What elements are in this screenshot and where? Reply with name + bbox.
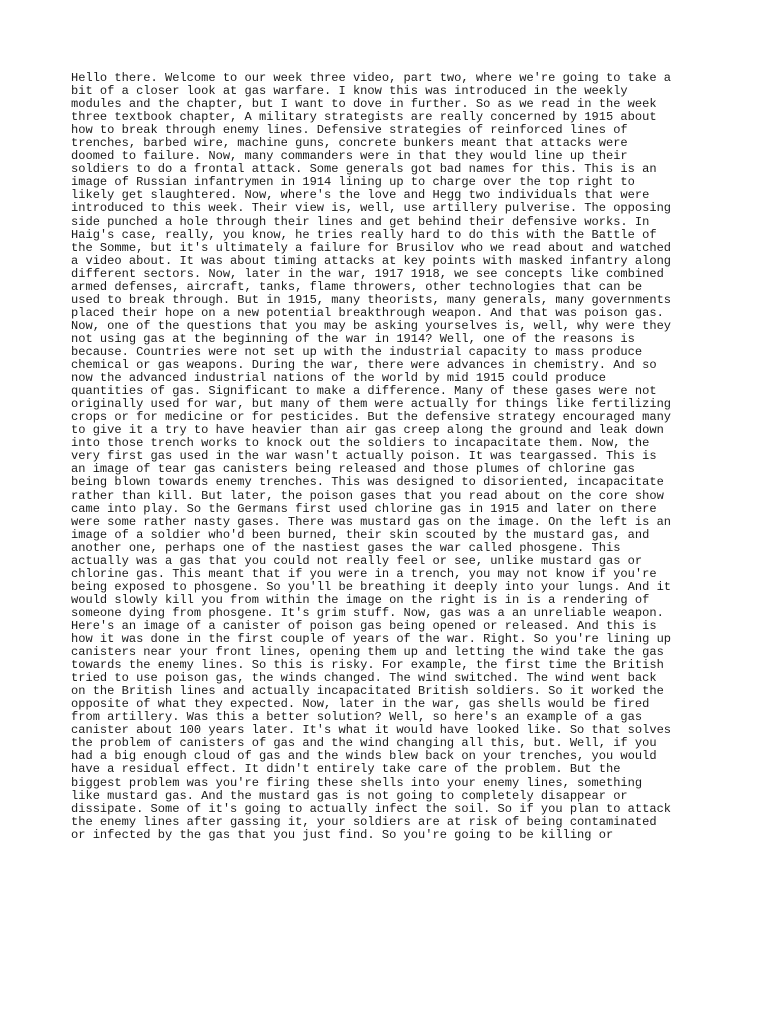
transcript-line: armed defenses, aircraft, tanks, flame throwers, other technologies that can be — [71, 279, 643, 294]
transcript-body — [71, 72, 711, 842]
transcript-line: rather than kill. But later, the poison gases that you read about on the core show — [71, 488, 664, 503]
transcript-line: the Somme, but it's ultimately a failure for Brusilov who we read about and watched — [71, 240, 672, 255]
transcript-line: different sectors. Now, later in the war, 1917 1918, we see concepts like combined — [71, 266, 664, 281]
transcript-line: to give it a try to have heavier than air gas creep along the ground and leak down — [71, 423, 664, 438]
transcript-line: how to break through enemy lines. Defensive strategies of reinforced lines of — [71, 123, 628, 138]
transcript-line: an image of tear gas canisters being released and those plumes of chlorine gas — [71, 462, 635, 477]
transcript-line: bit of a closer look at gas warfare. I know this was introduced in the weekly — [71, 84, 628, 99]
transcript-line: very first gas used in the war wasn't actually poison. It was teargassed. This is — [71, 449, 657, 464]
transcript-line: Hello there. Welcome to our week three video, part two, where we're going to take a — [71, 71, 672, 85]
transcript-line: the problem of canisters of gas and the wind changing all this, but. Well, if you — [71, 736, 657, 751]
transcript-line: dissipate. Some of it's going to actually infect the soil. So if you plan to attack — [71, 801, 672, 816]
transcript-line: used to break through. But in 1915, many theorists, many generals, many governments — [71, 292, 672, 307]
transcript-line: on the British lines and actually incapacitated British soldiers. So it worked the — [71, 684, 664, 699]
transcript-line: chemical or gas weapons. During the war, there were advances in chemistry. And so — [71, 358, 657, 373]
transcript-line: like mustard gas. And the mustard gas is not going to completely disappear or — [71, 788, 628, 803]
transcript-line: image of a soldier who'd been burned, their skin scouted by the mustard gas, and — [71, 527, 650, 542]
transcript-line: soldiers to do a frontal attack. Some generals got bad names for this. This is an — [71, 162, 657, 177]
transcript-line: chlorine gas. This meant that if you were in a trench, you may not know if you're — [71, 566, 657, 581]
transcript-line: introduced to this week. Their view is, well, use artillery pulverise. The opposing — [71, 201, 672, 216]
transcript-line: towards the enemy lines. So this is risky. For example, the first time the British — [71, 658, 664, 673]
transcript-line: someone dying from phosgene. It's grim stuff. Now, gas was a an unreliable weapon. — [71, 605, 664, 620]
transcript-line: trenches, barbed wire, machine guns, concrete bunkers meant that attacks were — [71, 136, 628, 151]
transcript-line: have a residual effect. It didn't entirely take care of the problem. But the — [71, 762, 621, 777]
transcript-line: into those trench works to knock out the soldiers to incapacitate them. Now, the — [71, 436, 650, 451]
transcript-line: or infected by the gas that you just find. So you're going to be killing or — [71, 827, 614, 842]
transcript-line: now the advanced industrial nations of the world by mid 1915 could produce — [71, 371, 606, 386]
transcript-line: being blown towards enemy trenches. This was designed to disoriented, incapacitate — [71, 475, 664, 490]
transcript-line: image of Russian infantrymen in 1914 lining up to charge over the top right to — [71, 175, 635, 190]
transcript-line: canister about 100 years later. It's what it would have looked like. So that solves — [71, 723, 672, 738]
transcript-line: biggest problem was you're firing these shells into your enemy lines, something — [71, 775, 643, 790]
transcript-line: modules and the chapter, but I want to dove in further. So as we read in the week — [71, 97, 657, 112]
transcript-line: would slowly kill you from within the image on the right is in is a rendering of — [71, 592, 650, 607]
transcript-line: tried to use poison gas, the winds changed. The wind switched. The wind went back — [71, 671, 657, 686]
transcript-line: quantities of gas. Significant to make a difference. Many of these gases were not — [71, 384, 657, 399]
transcript-line: a video about. It was about timing attacks at key points with masked infantry along — [71, 253, 672, 268]
transcript-line: actually was a gas that you could not really feel or see, unlike mustard gas or — [71, 553, 643, 568]
transcript-line: likely get slaughtered. Now, where's the love and Hegg two individuals that were — [71, 188, 650, 203]
transcript-line: another one, perhaps one of the nastiest gases the war called phosgene. This — [71, 540, 621, 555]
transcript-line: the enemy lines after gassing it, your soldiers are at risk of being contaminated — [71, 814, 657, 829]
transcript-line: from artillery. Was this a better solution? Well, so here's an example of a gas — [71, 710, 643, 725]
transcript-line: being exposed to phosgene. So you'll be breathing it deeply into your lungs. And it — [71, 579, 672, 594]
transcript-line: not using gas at the beginning of the war in 1914? Well, one of the reasons is — [71, 331, 635, 346]
transcript-line: three textbook chapter, A military strategists are really concerned by 1915 about — [71, 110, 657, 125]
transcript-line: were some rather nasty gases. There was mustard gas on the image. On the left is an — [71, 514, 672, 529]
transcript-line: had a big enough cloud of gas and the winds blew back on your trenches, you would — [71, 749, 657, 764]
transcript-line: because. Countries were not set up with the industrial capacity to mass produce — [71, 344, 643, 359]
transcript-line: Now, one of the questions that you may be asking yourselves is, well, why were they — [71, 318, 672, 333]
transcript-line: canisters near your front lines, opening them up and letting the wind take the gas — [71, 645, 664, 660]
transcript-line: opposite of what they expected. Now, later in the war, gas shells would be fired — [71, 697, 650, 712]
transcript-line: side punched a hole through their lines and get behind their defensive works. In — [71, 214, 650, 229]
transcript-line: placed their hope on a new potential breakthrough weapon. And that was poison gas. — [71, 305, 664, 320]
transcript-line: Haig's case, really, you know, he tries really hard to do this with the Battle of — [71, 227, 657, 242]
transcript-line: originally used for war, but many of them were actually for things like fertilizing — [71, 397, 672, 412]
transcript-line: came into play. So the Germans first used chlorine gas in 1915 and later on there — [71, 501, 657, 516]
transcript-line: Here's an image of a canister of poison gas being opened or released. And this is — [71, 618, 657, 633]
transcript-line: crops or for medicine or for pesticides. But the defensive strategy encouraged many — [71, 410, 672, 425]
transcript-line: how it was done in the first couple of years of the war. Right. So you're lining up — [71, 632, 672, 647]
transcript-line: doomed to failure. Now, many commanders were in that they would line up their — [71, 149, 628, 164]
